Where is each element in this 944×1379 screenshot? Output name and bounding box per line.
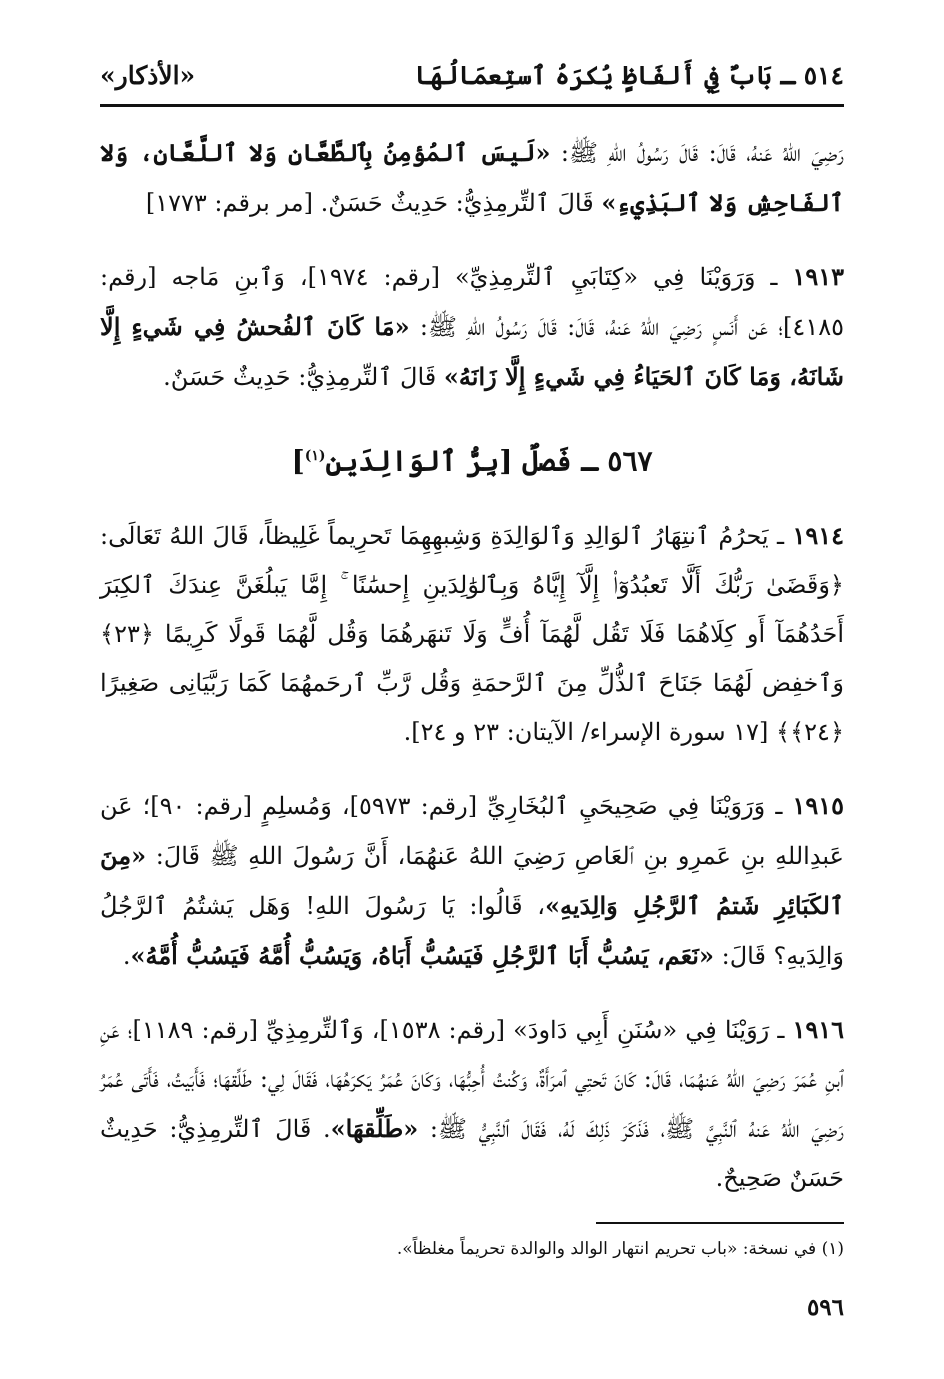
hadith-quote: «مَا كَانَ ٱلفُحشُ فِي شَيءٍ إِلَّا شَانَهُ، وَمَا كَانَ ٱلحَيَاءُ فِي شَيءٍ إِلَّا زَانَهُ» <box>100 312 844 391</box>
text-segment: ـ رَوَيْنَا فِي «سُنَنِ أَبِي دَاودَ» [رقم: ١٥٣٨]، وَٱلتِّرمِذِيِّ [رقم: ١١٨٩]؛ عَنِ ٱبنِ عُمَرَ رَضِيَ اللهُ عَنهُمَا، قَالَ: كَانَ تَحتِي ٱمرَأَةٌ، وَكُنتُ أُحِبُّهَا، وَكَانَ عُمَرُ يَكرَهُهَا، فَقَالَ لِي: طَلِّقهَا؛ فَأَبَيتُ، فَأَتَى عُمَرُ رَضِيَ اللهُ عَنهُ ٱلنَّبِيَّ ﷺ، فَذَكَرَ ذَلِكَ لَهُ، فَقَالَ ٱلنَّبِيُّ ﷺ: <box>100 1016 844 1144</box>
hadith-quote: «مِنَ ٱلكَبَائِرِ شَتمُ ٱلرَّجُلِ وَالِدَيهِ» <box>100 841 845 921</box>
footnote-rule <box>596 1222 844 1224</box>
quran-verse: ﴿وَقَضَىٰ رَبُّكَ أَلَّا تَعبُدُوٓا۟ إِلَّآ إِيَّاهُ وَبِٱلوَٰلِدَينِ إِحسَٰنًا ۚ إِمَّا يَبلُغَنَّ عِندَكَ ٱلكِبَرَ أَحَدُهُمَآ أَو كِلَاهُمَا فَلَا تَقُل لَّهُمَآ أُفٍّ وَلَا تَنهَرهُمَا وَقُل لَّهُمَا قَولًا كَرِيمًا ﴿٢٣﴾ وَٱخفِض لَهُمَا جَنَاحَ ٱلذُّلِّ مِنَ ٱلرَّحمَةِ وَقُل رَّبِّ ٱرحَمهُمَا كَمَا رَبَّيَانِى صَغِيرًا ﴿٢٤﴾﴾ <box>100 571 844 747</box>
text-segment: ، قَالُوا: يَا رَسُولَ اللهِ! وَهَل يَشتُمُ ٱلرَّجُلُ وَالِدَيهِ؟ قَالَ: <box>100 892 844 971</box>
hadith-number: ١٩١٤ <box>792 521 844 551</box>
hadith-number: ١٩١٥ <box>792 791 844 821</box>
hadith-quote: «لَيسَ ٱلمُؤمِنُ بِٱلطَّعَّانِ وَلا ٱللَّعَّانِ، وَلا ٱلفَاحِشِ وَلا ٱلبَذِيءِ» <box>100 138 844 217</box>
footnote <box>100 1234 844 1264</box>
footnote-mark: (١) <box>821 1239 844 1259</box>
paragraph-1913 <box>100 252 844 402</box>
hadith-number: ١٩١٦ <box>792 1015 844 1045</box>
running-header <box>100 52 844 98</box>
text-segment: . قَالَ ٱلتِّرمِذِيُّ: حَدِيثٌ حَسَنٌ صَحِيحٌ. <box>100 1115 844 1193</box>
footnote-text: في نسخة: «باب تحريم انتهار الوالد والوالدة تحريماً مغلظاً». <box>396 1239 817 1259</box>
book-title: «الأذكار» <box>100 60 196 90</box>
main-text <box>100 128 844 1227</box>
hadith-quote: «طَلِّقهَا» <box>330 1114 419 1144</box>
section-close: ] <box>291 444 305 478</box>
section-title: ٥٦٧ ـ فَصلٌ [بِرُّ ٱلوَالِدَينِ <box>325 444 653 478</box>
text-segment: قَالَ ٱلتِّرمِذِيُّ: حَدِيثٌ حَسَنٌ. [مر برقم: ١٧٧٣] <box>145 189 594 217</box>
text-segment: ـ يَحرُمُ ٱنتِهَارُ ٱلوَالِدِ وَٱلوَالِدَةِ وَشِبهِهِمَا تَحرِيماً غَلِيظاً، قَالَ اللهُ تَعَالَى: <box>100 522 785 551</box>
footnote-mark: (١) <box>304 448 326 464</box>
hadith-number: ١٩١٣ <box>792 262 844 291</box>
text-segment: رَضِيَ اللهُ عَنهُ، قَالَ: قَالَ رَسُولُ اللهِ ﷺ: <box>560 139 844 167</box>
paragraph-1915 <box>100 781 844 981</box>
paragraph-1914 <box>100 511 844 757</box>
hadith-quote: «نَعَم، يَسُبُّ أَبَا ٱلرَّجُلِ فَيَسُبُّ أَبَاهُ، وَيَسُبُّ أُمَّهُ فَيَسُبُّ أُمَّهُ» <box>130 941 714 971</box>
text-segment: ـ وَرَوَيْنَا فِي صَحِيحَيِ ٱلبُخَارِيِّ [رقم: ٥٩٧٣]، وَمُسلِمٍ [رقم: ٩٠]؛ عَن عَبدِاللهِ بنِ عَمرِو بنِ ٱلعَاصِ رَضِيَ اللهُ عَنهُمَا، أَنَّ رَسُولَ اللهِ ﷺ قَالَ: <box>100 792 844 871</box>
header-rule <box>100 104 844 107</box>
verse-reference: [١٧ سورة الإسراء/ الآيتان: ٢٣ و ٢٤]. <box>403 718 769 747</box>
paragraph-continuation <box>100 128 844 228</box>
text-segment: ـ وَرَوَيْنَا فِي «كِتَابَيِ ٱلتِّرمِذِيِّ» [رقم: ١٩٧٤]، وَٱبنِ مَاجه [رقم: ٤١٨٥]؛ عَن أَنَسٍ رَضِيَ اللهُ عَنهُ، قَالَ: قَالَ رَسُولُ اللهِ ﷺ: <box>100 263 844 341</box>
page-number: ٥٩٦ <box>806 1294 844 1321</box>
paragraph-1916 <box>100 1005 844 1203</box>
chapter-title: ٥١٤ ـ بَابٌ فِي أَلفَاظٍ يُكرَهُ ٱستِعمَالُهَا <box>414 60 844 90</box>
text-segment: قَالَ ٱلتِّرمِذِيُّ: حَدِيثٌ حَسَنٌ. <box>163 363 437 391</box>
section-heading <box>100 426 844 491</box>
text-segment: . <box>122 942 131 971</box>
